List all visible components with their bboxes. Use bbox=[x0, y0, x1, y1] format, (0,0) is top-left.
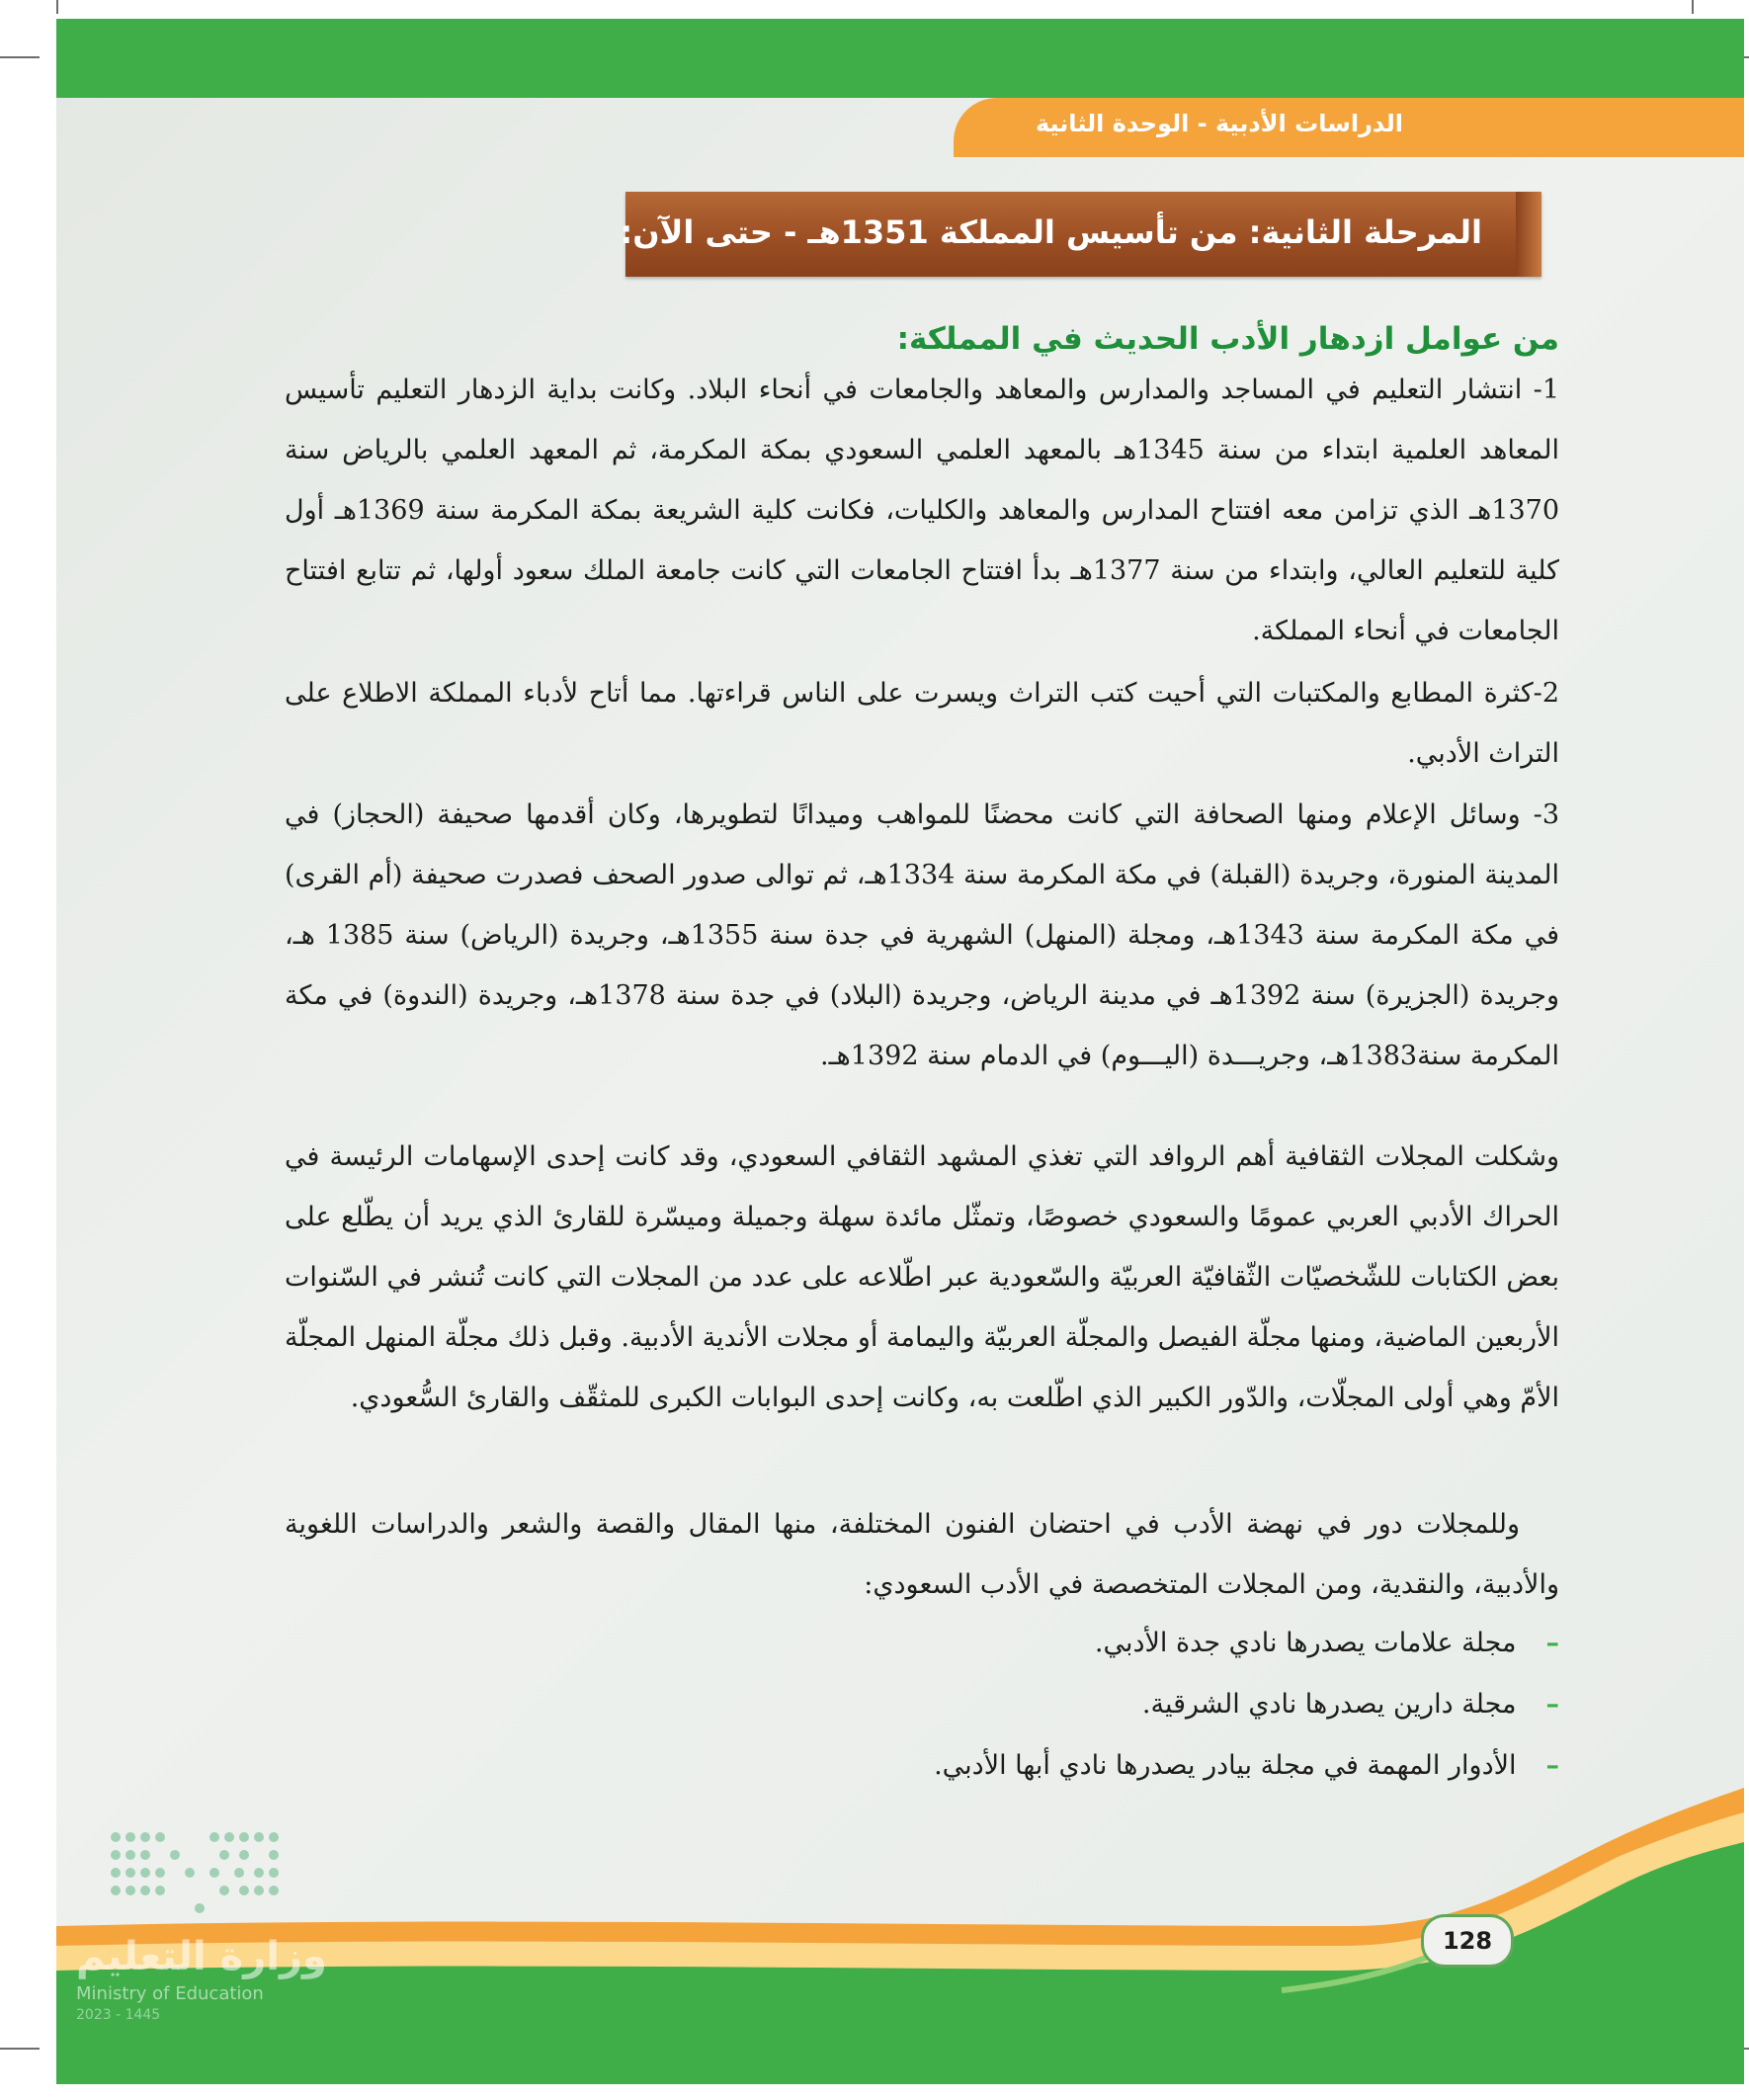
list-item bbox=[934, 1750, 1559, 1781]
paragraph-education: 1- انتشار التعليم في المساجد والمدارس والمعاهد والجامعات في أنحاء البلاد. وكانت بداية الزدهار التعليم تأسيس المعاهد العلمية ابتداء من سنة 1345هـ بالمعهد العلمي السعودي بمكة المكرمة، ثم المعهد العلمي بالرياض سنة 1370هـ الذي تزامن معه افتتاح المدارس والمعاهد والكليات، فكانت كلية الشريعة بمكة المكرمة سنة 1369هـ أول كلية للتعليم العالي، وابتداء من سنة 1377هـ بدأ افتتاح الجامعات التي كانت جامعة الملك سعود أولها، ثم تتابع افتتاح الجامعات في أنحاء المملكة. bbox=[285, 375, 1560, 646]
bullet-text: مجلة دارين يصدرها نادي الشرقية. bbox=[1141, 1689, 1517, 1720]
top-green-band bbox=[56, 19, 1744, 98]
section-subheading: من عوامل ازدهار الأدب الحديث في المملكة: bbox=[896, 321, 1559, 357]
logo-dots-icon bbox=[76, 1827, 293, 1926]
crop-mark bbox=[56, 0, 58, 14]
crop-mark bbox=[0, 2048, 40, 2050]
page-number: 128 bbox=[1421, 1914, 1514, 1968]
list-item bbox=[1142, 1689, 1559, 1720]
paragraph-magazines-role: وللمجلات دور في نهضة الأدب في احتضان الفنون المختلفة، منها المقال والقصة والشعر والدراسات اللغوية والأدبية، والنقدية، ومن المجلات المتخصصة في الأدب السعودي: bbox=[285, 1509, 1559, 1600]
paragraph-media: 3- وسائل الإعلام ومنها الصحافة التي كانت محضنًا للمواهب وميدانًا لتطويرها، وكان أقدمها صحيفة (الحجاز) في المدينة المنورة، وجريدة (القبلة) في مكة المكرمة سنة 1334هـ، ثم توالى صدور الصحف فصدرت صحيفة (أم القرى) في مكة المكرمة سنة 1343هـ، ومجلة (المنهل) الشهرية في جدة سنة 1355هـ، وجريدة (الرياض) سنة 1385 هـ، وجريدة (الجزيرة) سنة 1392هـ في مدينة الرياض، وجريدة (البلاد) في جدة سنة 1378هـ، وجريدة (الندوة) في مكة المكرمة سنة1383هـ، وجريـــدة (اليـــوم) في الدمام سنة 1392هـ. bbox=[285, 799, 1559, 1071]
crop-mark bbox=[0, 56, 40, 58]
textbook-page bbox=[56, 19, 1744, 2084]
section-title: المرحلة الثانية: من تأسيس المملكة 1351هـ - حتى الآن: bbox=[620, 213, 1482, 251]
bullet-text: مجلة علامات يصدرها نادي جدة الأدبي. bbox=[1094, 1628, 1517, 1658]
section-title-banner bbox=[620, 192, 1541, 277]
bullet-dash-icon: – bbox=[1545, 1628, 1559, 1658]
logo-arabic-text: وزارة التعليم bbox=[76, 1934, 327, 1979]
bullet-text: الأدوار المهمة في مجلة بيادر يصدرها نادي أبها الأدبي. bbox=[934, 1750, 1517, 1781]
list-item bbox=[1095, 1628, 1559, 1658]
paragraph-printing: 2-كثرة المطابع والمكتبات التي أحيت كتب التراث ويسرت على الناس قراءتها. مما أتاح لأدباء المملكة الاطلاع على التراث الأدبي. bbox=[285, 678, 1559, 769]
crop-mark bbox=[1692, 0, 1694, 14]
logo-english-text: Ministry of Education bbox=[76, 1983, 264, 2004]
ministry-logo bbox=[76, 1827, 327, 2023]
logo-year-text: 2023 - 1445 bbox=[76, 2007, 161, 2023]
unit-header-tab bbox=[954, 98, 1744, 157]
unit-label: الدراسات الأدبية - الوحدة الثانية bbox=[1035, 110, 1403, 137]
bullet-dash-icon: – bbox=[1545, 1750, 1559, 1781]
paragraph-magazines: وشكلت المجلات الثقافية أهم الروافد التي تغذي المشهد الثقافي السعودي، وقد كانت إحدى الإسهامات الرئيسة في الحراك الأدبي العربي عمومًا والسعودي خصوصًا، وتمثّل مائدة سهلة وجميلة وميسّرة للقارئ الذي يريد أن يطّلع على بعض الكتابات للشّخصيّات الثّقافيّة العربيّة والسّعودية عبر اطّلاعه على عدد من المجلات التي كانت تُنشر في السّنوات الأربعين الماضية، ومنها مجلّة الفيصل والمجلّة العربيّة واليمامة أو مجلات الأندية الأدبية. وقبل ذلك مجلّة المنهل المجلّة الأمّ وهي أولى المجلّات، والدّور الكبير الذي اطّلعت به، وكانت إحدى البوابات الكبرى للمثقّف والقارئ السُّعودي. bbox=[285, 1141, 1559, 1413]
bullet-dash-icon: – bbox=[1545, 1689, 1559, 1720]
